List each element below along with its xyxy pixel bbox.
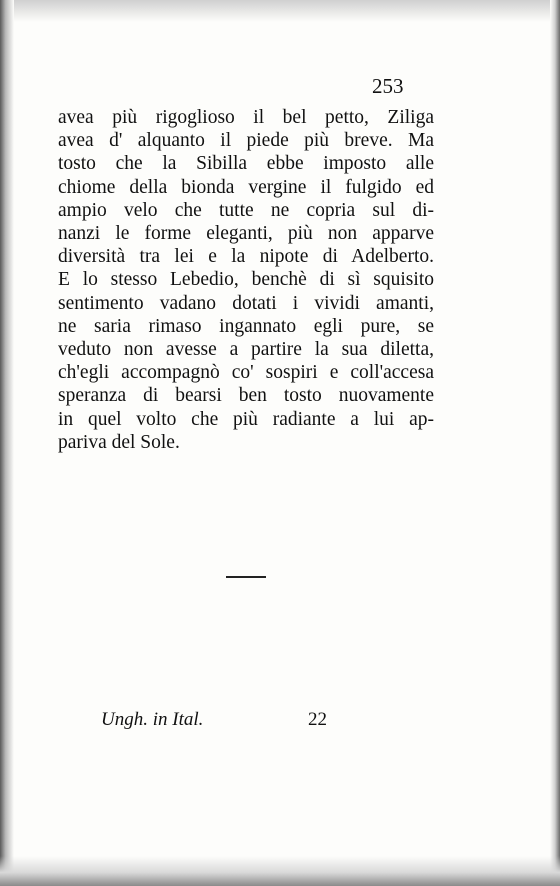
page-bottom-edge <box>0 856 560 886</box>
section-divider <box>226 576 266 578</box>
footer-signature: Ungh. in Ital. <box>101 709 204 730</box>
text-line: diversità tra lei e la nipote di Adelberto. <box>58 246 434 268</box>
page-top-shadow <box>0 0 560 22</box>
text-line: veduto non avesse a partire la sua diletta, <box>58 339 434 361</box>
text-line: ch'egli accompagnò co' sospiri e coll'accesa <box>58 362 434 384</box>
text-line: nanzi le forme eleganti, più non apparve <box>58 223 434 245</box>
text-line: pariva del Sole. <box>58 431 180 453</box>
text-line: avea d' alquanto il piede più breve. Ma <box>58 130 434 152</box>
text-line: avea più rigoglioso il bel petto, Ziliga <box>58 107 434 128</box>
text-line: in quel volto che più radiante a lui ap- <box>58 408 434 430</box>
page-right-edge <box>550 0 560 886</box>
text-line: ne saria rimaso ingannato egli pure, se <box>58 315 434 337</box>
text-line: speranza di bearsi ben tosto nuovamente <box>58 385 434 407</box>
body-text <box>58 106 434 454</box>
page-left-edge <box>0 0 14 886</box>
footer-sheet-number: 22 <box>308 709 327 730</box>
text-line: ampio velo che tutte ne copria sul di- <box>58 199 434 221</box>
text-line: chiome della bionda vergine il fulgido ed <box>58 176 434 198</box>
page-number: 253 <box>372 74 404 98</box>
text-line: sentimento vadano dotati i vividi amanti, <box>58 292 434 314</box>
text-line: E lo stesso Lebedio, benchè di sì squisito <box>58 269 434 291</box>
text-line: tosto che la Sibilla ebbe imposto alle <box>58 153 434 175</box>
